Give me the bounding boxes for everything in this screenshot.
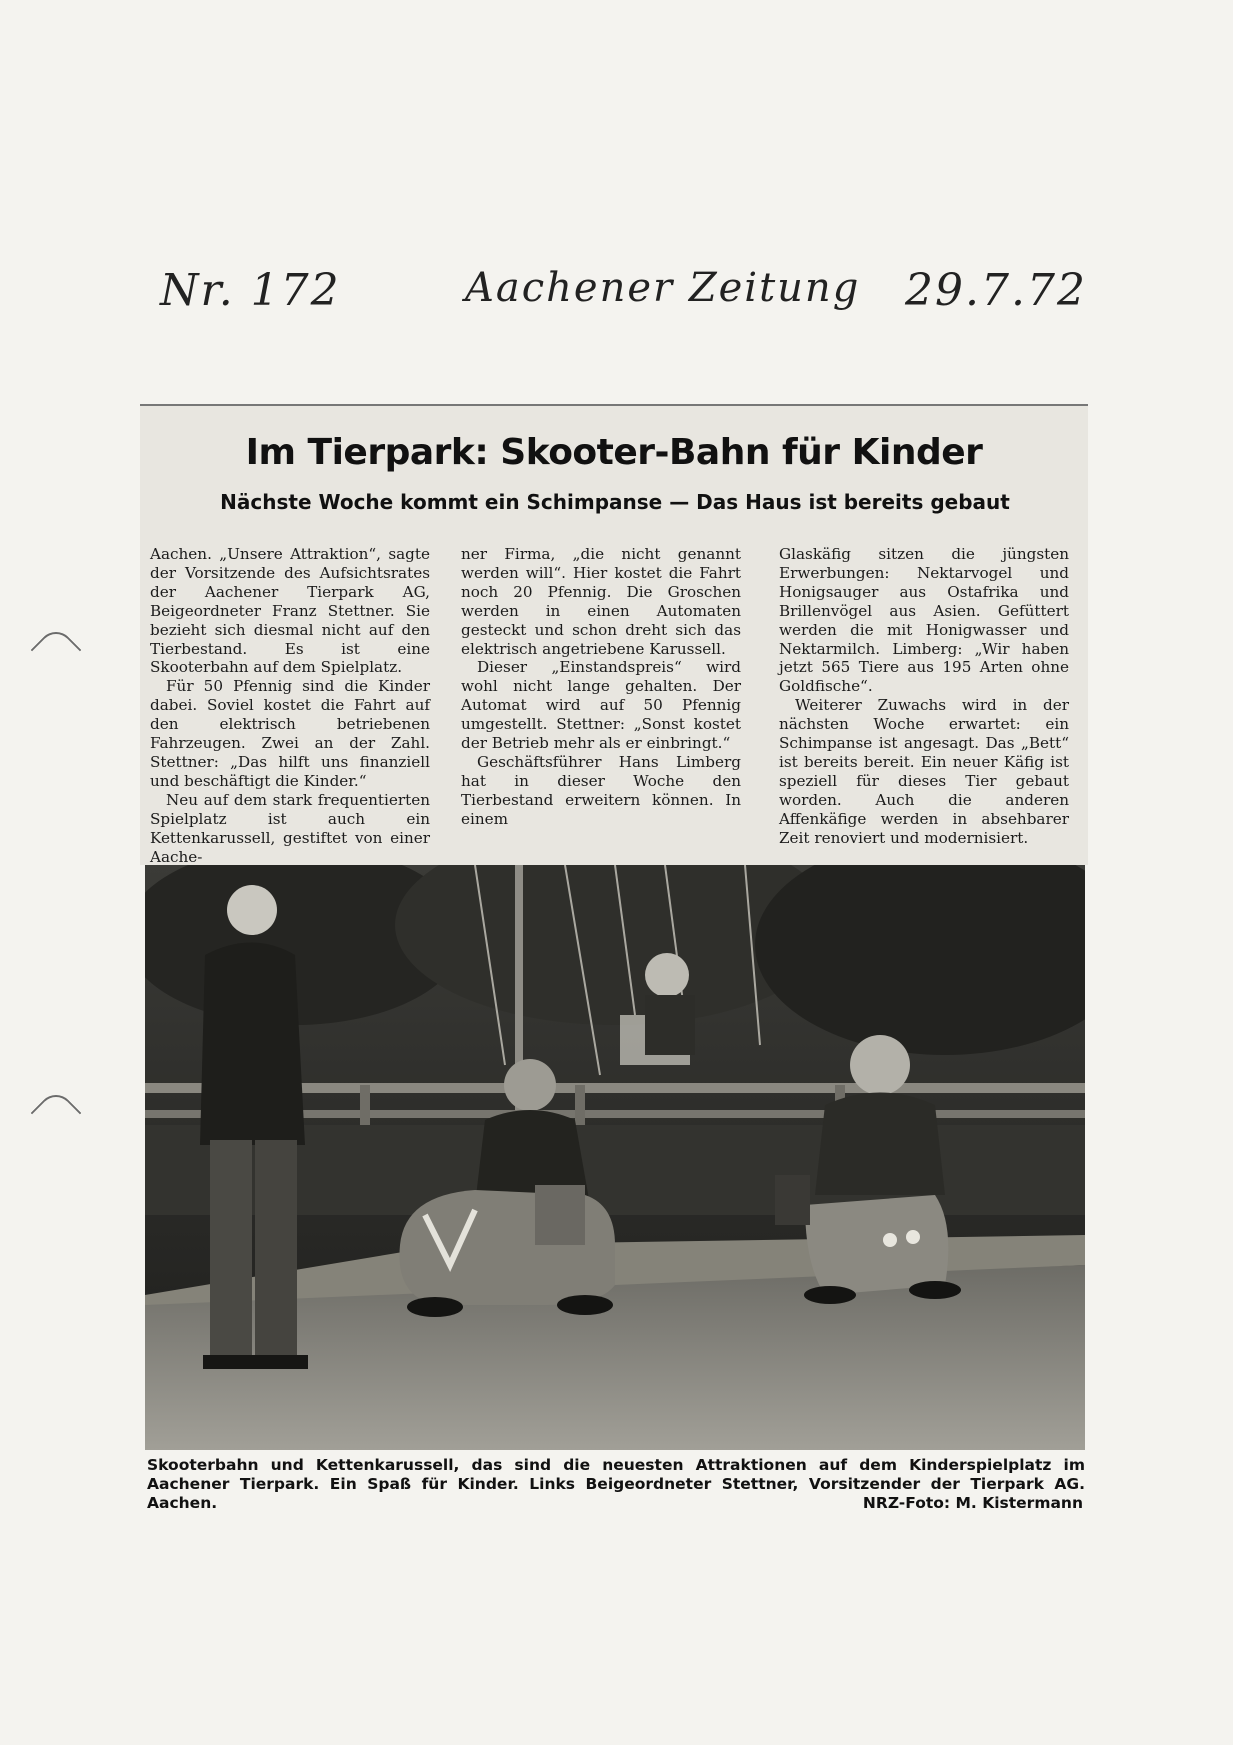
photo-caption: Skooterbahn und Kettenkarussell, das sind die neuesten Attraktionen auf dem Kinderspielplatz im Aachener Tierpark. Ein Spaß für Kinder. Links Beigeordneter Stettner, Vorsitzender der Tierpark AG. Aachen. [147, 1456, 1085, 1512]
paragraph: Geschäftsführer Hans Limberg hat in dieser Woche den Tierbestand erweitern können. In einem [461, 752, 741, 828]
punch-hole-mark [31, 1088, 82, 1139]
paragraph: Für 50 Pfennig sind die Kinder dabei. Soviel kostet die Fahrt auf den elektrisch betriebenen Fahrzeugen. Zwei an der Zahl. Stettner: „Das hilft uns finanziell und beschäftigt die Kinder.“ [150, 677, 430, 790]
clipping-edge [140, 404, 1088, 406]
handwritten-newspaper-name: Aachener Zeitung [465, 265, 861, 311]
photo-credit: NRZ-Foto: M. Kistermann [862, 1494, 1083, 1512]
paragraph: Neu auf dem stark frequentierten Spielplatz ist auch ein Kettenkarussell, gestiftet von einer Aache- [150, 790, 430, 866]
article-column-2 [461, 545, 741, 829]
article-column-1 [150, 545, 430, 866]
handwritten-issue-number: Nr. 172 [160, 265, 341, 316]
paragraph: Weiterer Zuwachs wird in der nächsten Woche erwartet: ein Schimpanse ist angesagt. Das „Bett“ ist bereits bereit. Ein neuer Käfig ist speziell für dieses Tier gebaut worden. Auch die anderen Affenkäfige werden in absehbarer Zeit renoviert und modernisiert. [779, 696, 1069, 847]
article-headline: Im Tierpark: Skooter-Bahn für Kinder [245, 432, 983, 473]
paragraph: Dieser „Einstandspreis“ wird wohl nicht lange gehalten. Der Automat wird auf 50 Pfennig umgestellt. Stettner: „Sonst kostet der Betrieb mehr als er einbringt.“ [461, 658, 741, 753]
handwritten-date: 29.7.72 [905, 265, 1087, 316]
article-subheadline: Nächste Woche kommt ein Schimpanse — Das Haus ist bereits gebaut [220, 490, 1010, 514]
article-column-3 [779, 545, 1069, 848]
punch-hole-mark [31, 625, 82, 676]
photo-scene [145, 865, 1085, 1450]
paragraph: Aachen. „Unsere Attraktion“, sagte der Vorsitzende des Aufsichtsrates der Aachener Tierpark AG, Beigeordneter Franz Stettner. Sie bezieht sich diesmal nicht auf den Tierbestand. Es ist eine Skooterbahn auf dem Spielplatz. [150, 545, 430, 677]
paragraph: ner Firma, „die nicht genannt werden will“. Hier kostet die Fahrt noch 20 Pfennig. Die Groschen werden in einen Automaten gesteckt und schon dreht sich das elektrisch angetriebene Karussell. [461, 545, 741, 658]
paragraph: Glaskäfig sitzen die jüngsten Erwerbungen: Nektarvogel und Honigsauger aus Ostafrika und Brillenvögel aus Asien. Gefüttert werden die mit Honigwasser und Nektarmilch. Limberg: „Wir haben jetzt 565 Tiere aus 195 Arten ohne Goldfische“. [779, 545, 1069, 696]
article-photo [145, 865, 1085, 1450]
